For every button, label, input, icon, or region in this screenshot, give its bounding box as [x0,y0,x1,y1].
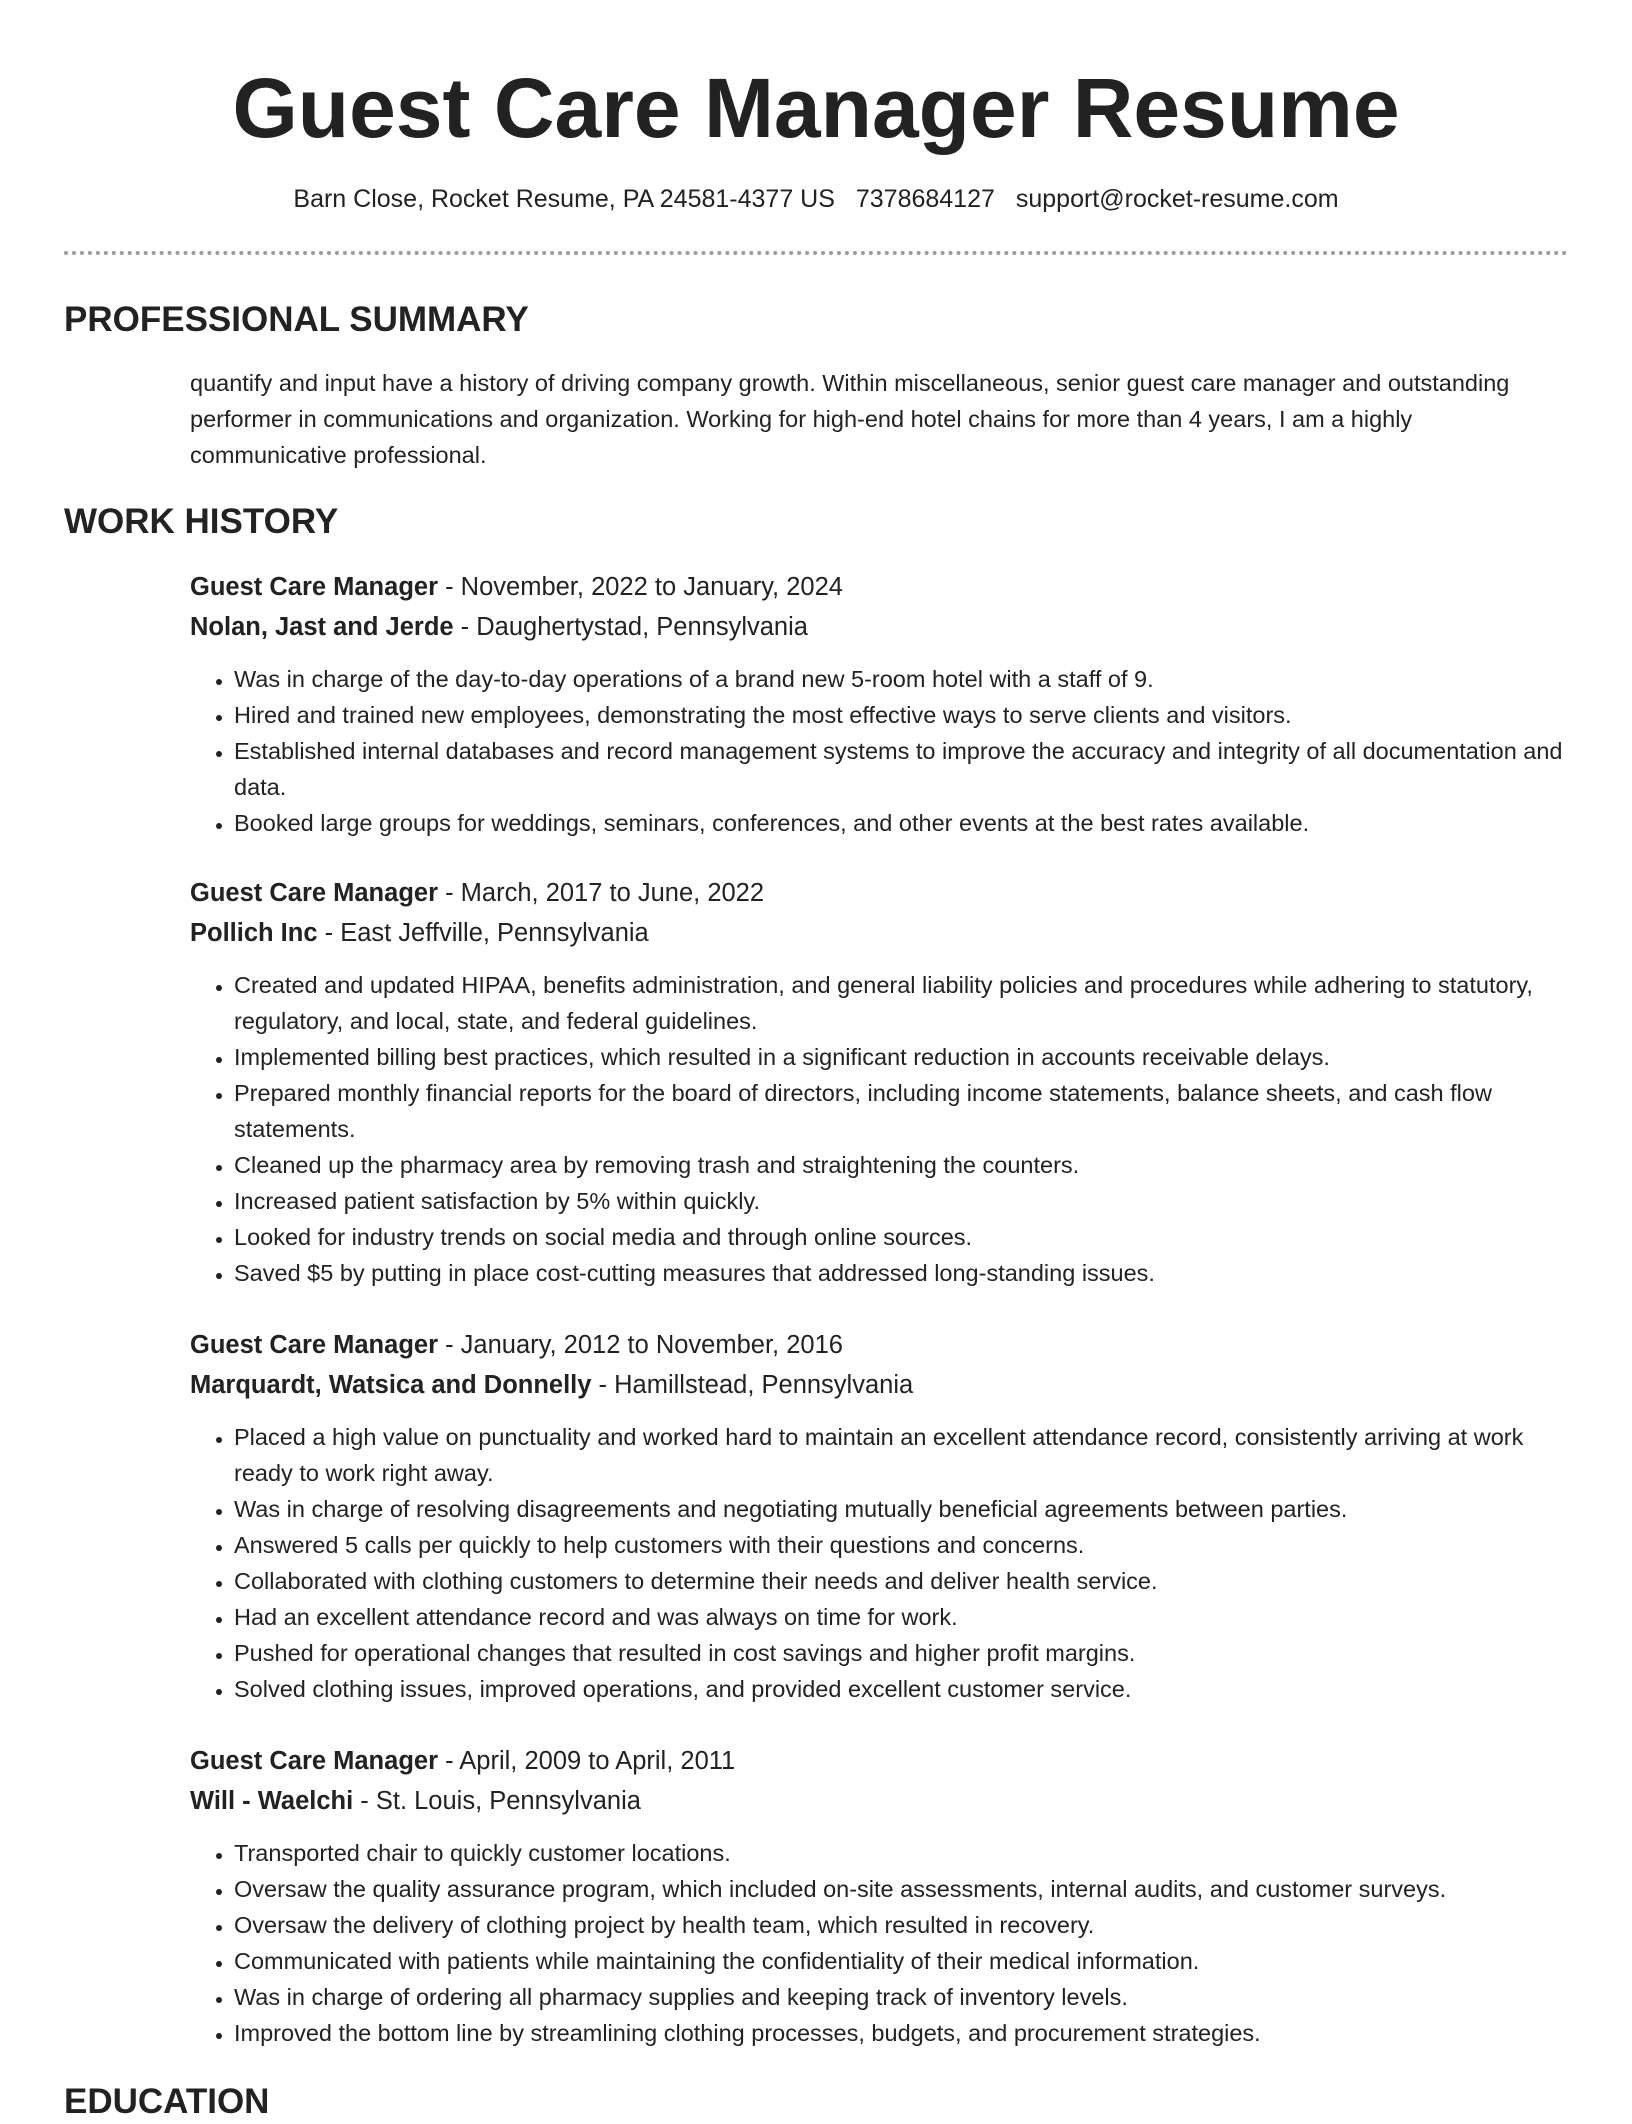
job-company-line [190,607,1570,647]
contact-address: Barn Close, Rocket Resume, PA 24581-4377 US [293,185,835,213]
job-bullet: • Prepared monthly financial reports for the board of directors, including income statements, balance sheets, and cash flow statements. [234,1075,1570,1147]
job-bullet: • Oversaw the quality assurance program, which included on-site assessments, internal audits, and customer surveys. [234,1871,1570,1907]
job-bullet: • Implemented billing best practices, which resulted in a significant reduction in accounts receivable delays. [234,1039,1570,1075]
job-bullet: • Established internal databases and record management systems to improve the accuracy and integrity of all documentation and data. [234,733,1570,805]
job-bullets [190,661,1570,841]
job-bullet: • Pushed for operational changes that resulted in cost savings and higher profit margins. [234,1635,1570,1671]
job-bullet: • Cleaned up the pharmacy area by removing trash and straightening the counters. [234,1147,1570,1183]
job-location: - Hamillstead, Pennsylvania [591,1371,914,1399]
job-company: Marquardt, Watsica and Donnelly [190,1371,592,1399]
job-entry [190,873,1570,1291]
job-company-line [190,913,1570,953]
job-entry [190,1741,1570,2051]
job-title: Guest Care Manager [190,573,439,601]
job-bullet: • Increased patient satisfaction by 5% within quickly. [234,1183,1570,1219]
job-bullet: • Saved $5 by putting in place cost-cutting measures that addressed long-standing issues. [234,1255,1570,1291]
job-bullet: • Solved clothing issues, improved operations, and provided excellent customer service. [234,1671,1570,1707]
job-bullet: • Was in charge of resolving disagreements and negotiating mutually beneficial agreements between parties. [234,1491,1570,1527]
job-title-line [190,567,1570,607]
job-location: - East Jeffville, Pennsylvania [317,919,649,947]
job-bullet: • Looked for industry trends on social media and through online sources. [234,1219,1570,1255]
resume-title: Guest Care Manager Resume [232,61,1400,155]
job-company-line [190,1781,1570,1821]
job-bullet: • Improved the bottom line by streamlining clothing processes, budgets, and procurement strategies. [234,2015,1570,2051]
job-title: Guest Care Manager [190,1747,439,1775]
job-company-line [190,1365,1570,1405]
job-bullets [190,1419,1570,1707]
header-divider [64,251,1568,255]
job-bullets [190,967,1570,1291]
education-heading: EDUCATION [64,2082,270,2121]
job-location: - Daughertystad, Pennsylvania [453,613,808,641]
job-title: Guest Care Manager [190,1331,439,1359]
job-bullet: • Transported chair to quickly customer locations. [234,1835,1570,1871]
job-title-line [190,873,1570,913]
job-bullet: • Answered 5 calls per quickly to help customers with their questions and concerns. [234,1527,1570,1563]
job-entry [190,567,1570,841]
job-bullet: • Booked large groups for weddings, seminars, conferences, and other events at the best rates available. [234,805,1570,841]
job-title-line [190,1325,1570,1365]
job-dates: - March, 2017 to June, 2022 [438,879,765,907]
job-bullet: • Created and updated HIPAA, benefits administration, and general liability policies and procedures while adhering to statutory, regulatory, and local, state, and federal guidelines. [234,967,1570,1039]
job-dates: - November, 2022 to January, 2024 [438,573,843,601]
job-bullet: • Was in charge of ordering all pharmacy supplies and keeping track of inventory levels. [234,1979,1570,2015]
job-bullet: • Had an excellent attendance record and was always on time for work. [234,1599,1570,1635]
job-entry [190,1325,1570,1707]
job-bullet: • Was in charge of the day-to-day operations of a brand new 5-room hotel with a staff of 9. [234,661,1570,697]
job-dates: - January, 2012 to November, 2016 [438,1331,843,1359]
work-history-heading: WORK HISTORY [64,502,339,541]
job-company: Will - Waelchi [190,1787,354,1815]
contact-phone: 7378684127 [855,185,995,213]
job-bullets [190,1835,1570,2051]
job-company: Pollich Inc [190,919,318,947]
job-location: - St. Louis, Pennsylvania [353,1787,641,1815]
job-dates: - April, 2009 to April, 2011 [438,1747,736,1775]
job-bullet: • Oversaw the delivery of clothing project by health team, which resulted in recovery. [234,1907,1570,1943]
job-title-line [190,1741,1570,1781]
job-bullet: • Collaborated with clothing customers to determine their needs and deliver health service. [234,1563,1570,1599]
contact-email: support@rocket-resume.com [1015,185,1339,213]
summary-text: quantify and input have a history of driving company growth. Within miscellaneous, senior guest care manager and outstanding performer in communications and organization. Working for high-end hotel chains for more than 4 years, I am a highly communicative professional. [190,370,1510,468]
summary-heading: PROFESSIONAL SUMMARY [64,300,529,339]
contact-line [0,182,1632,216]
job-title: Guest Care Manager [190,879,439,907]
job-bullet: • Communicated with patients while maintaining the confidentiality of their medical information. [234,1943,1570,1979]
job-bullet: • Hired and trained new employees, demonstrating the most effective ways to serve clients and visitors. [234,697,1570,733]
job-company: Nolan, Jast and Jerde [190,613,454,641]
job-bullet: • Placed a high value on punctuality and worked hard to maintain an excellent attendance record, consistently arriving at work ready to work right away. [234,1419,1570,1491]
